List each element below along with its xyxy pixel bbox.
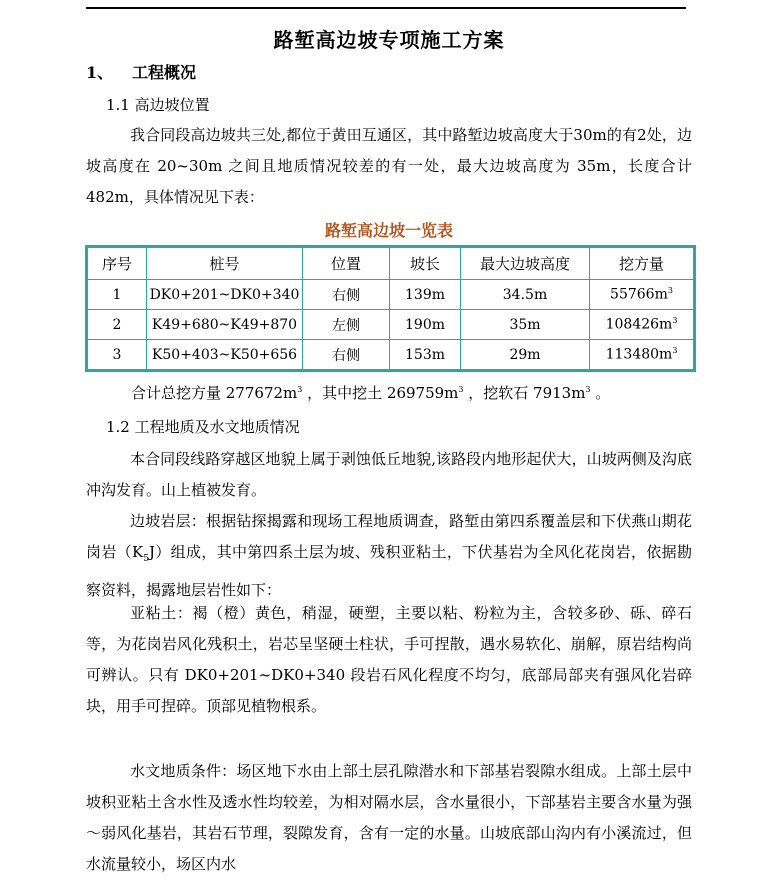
table-cell: 35m <box>461 310 590 340</box>
table-cell: 190m <box>390 310 461 340</box>
unit-superscript: 3 <box>585 385 591 394</box>
table-cell: K49+680~K49+870 <box>147 310 303 340</box>
column-header: 序号 <box>87 247 147 280</box>
table-title: 路堑高边坡一览表 <box>324 221 453 240</box>
total-text: ，挖软石 7913m <box>463 384 586 402</box>
column-header: 坡长 <box>390 247 461 280</box>
header-rule <box>86 7 686 9</box>
table-cell: 1 <box>87 280 147 310</box>
slope-table <box>85 245 696 372</box>
column-header: 最大边坡高度 <box>461 247 590 280</box>
table-cell: 153m <box>390 340 461 371</box>
subsection-heading-1-1: 1.1 高边坡位置 <box>106 96 210 114</box>
volume-value: 108426m <box>605 316 673 333</box>
section-number: 1、 <box>86 63 114 82</box>
unit-superscript: 3 <box>672 316 678 326</box>
strata-text: 边坡岩层：根据钻探揭露和现场工程地质调查，路堑由第四系覆盖层和下伏燕山期花岗岩（K <box>86 512 692 561</box>
table-cell: 右侧 <box>303 280 390 310</box>
document-title: 路堑高边坡专项施工方案 <box>273 28 505 52</box>
paragraph-hydrogeology: 水文地质条件：场区地下水由上部土层孔隙潜水和下部基岩裂隙水组成。上部土层中坡积亚粘土含水性及透水性均较差，为相对隔水层，含水量很小，下部基岩主要含水量为强～弱风化基岩，其岩石节理，裂隙发育，含有一定的水量。山坡底部山沟内有小溪流过，但水流量较小，场区内水 <box>86 762 692 873</box>
total-text: 。 <box>590 384 611 402</box>
unit-superscript: 3 <box>672 346 678 356</box>
table-cell: 34.5m <box>461 280 590 310</box>
table-row <box>87 280 695 310</box>
volume-value: 113480m <box>605 346 673 363</box>
paragraph-slope-strata <box>86 506 692 606</box>
column-header: 位置 <box>303 247 390 280</box>
unit-superscript: 3 <box>667 286 673 296</box>
strata-text: J）组成，其中第四系土层为坡、残积亚粘土，下伏基岩为全风化花岗岩，依据勘察资料，揭露地层岩性如下： <box>86 543 692 599</box>
table-cell: DK0+201~DK0+340 <box>147 280 303 310</box>
column-header: 挖方量 <box>590 247 695 280</box>
unit-superscript: 3 <box>297 385 303 394</box>
table-row <box>87 310 695 340</box>
column-header: 桩号 <box>147 247 303 280</box>
table-cell: 3 <box>87 340 147 371</box>
total-excavation-line <box>131 382 610 403</box>
table-cell: 右侧 <box>303 340 390 371</box>
strata-subscript: 5 <box>143 554 149 564</box>
table-cell <box>590 280 695 310</box>
paragraph-subclay: 亚粘土：褐（橙）黄色，稍湿，硬塑，主要以粘、粉粒为主，含较多砂、砾、碎石等，为花岗岩风化残积土，岩芯呈坚硬土柱状，手可捏散，遇水易软化、崩解，原岩结构尚可辨认。只有 DK0+201~DK0+340 段岩石风化程度不均匀，底部局部夹有强风化岩碎块，用手可捏碎。顶部见植物根系。 <box>86 604 692 715</box>
table-row <box>87 340 695 371</box>
unit-superscript: 3 <box>458 385 464 394</box>
table-cell: 2 <box>87 310 147 340</box>
section-heading <box>86 60 196 83</box>
table-header-row <box>87 247 695 280</box>
volume-value: 55766m <box>610 286 668 303</box>
table-cell: 左侧 <box>303 310 390 340</box>
table-cell: 139m <box>390 280 461 310</box>
table-cell <box>590 340 695 371</box>
table-cell: 29m <box>461 340 590 371</box>
table-cell <box>590 310 695 340</box>
total-text: 合计总挖方量 277672m <box>131 384 298 402</box>
total-text: ，其中挖土 269759m <box>302 384 459 402</box>
table-cell: K50+403~K50+656 <box>147 340 303 371</box>
subsection-heading-1-2: 1.2 工程地质及水文地质情况 <box>106 418 300 436</box>
paragraph-slope-location: 我合同段高边坡共三处,都位于黄田互通区，其中路堑边坡高度大于30m的有2处，边坡高度在 20~30m 之间且地质情况较差的有一处，最大边坡高度为 35m，长度合计 482m，具体情况见下表： <box>86 126 692 206</box>
paragraph-landform: 本合同段线路穿越区地貌上属于剥蚀低丘地貌,该路段内地形起伏大，山坡两侧及沟底冲沟发育。山上植被发育。 <box>86 450 692 499</box>
section-title: 工程概况 <box>132 63 197 82</box>
